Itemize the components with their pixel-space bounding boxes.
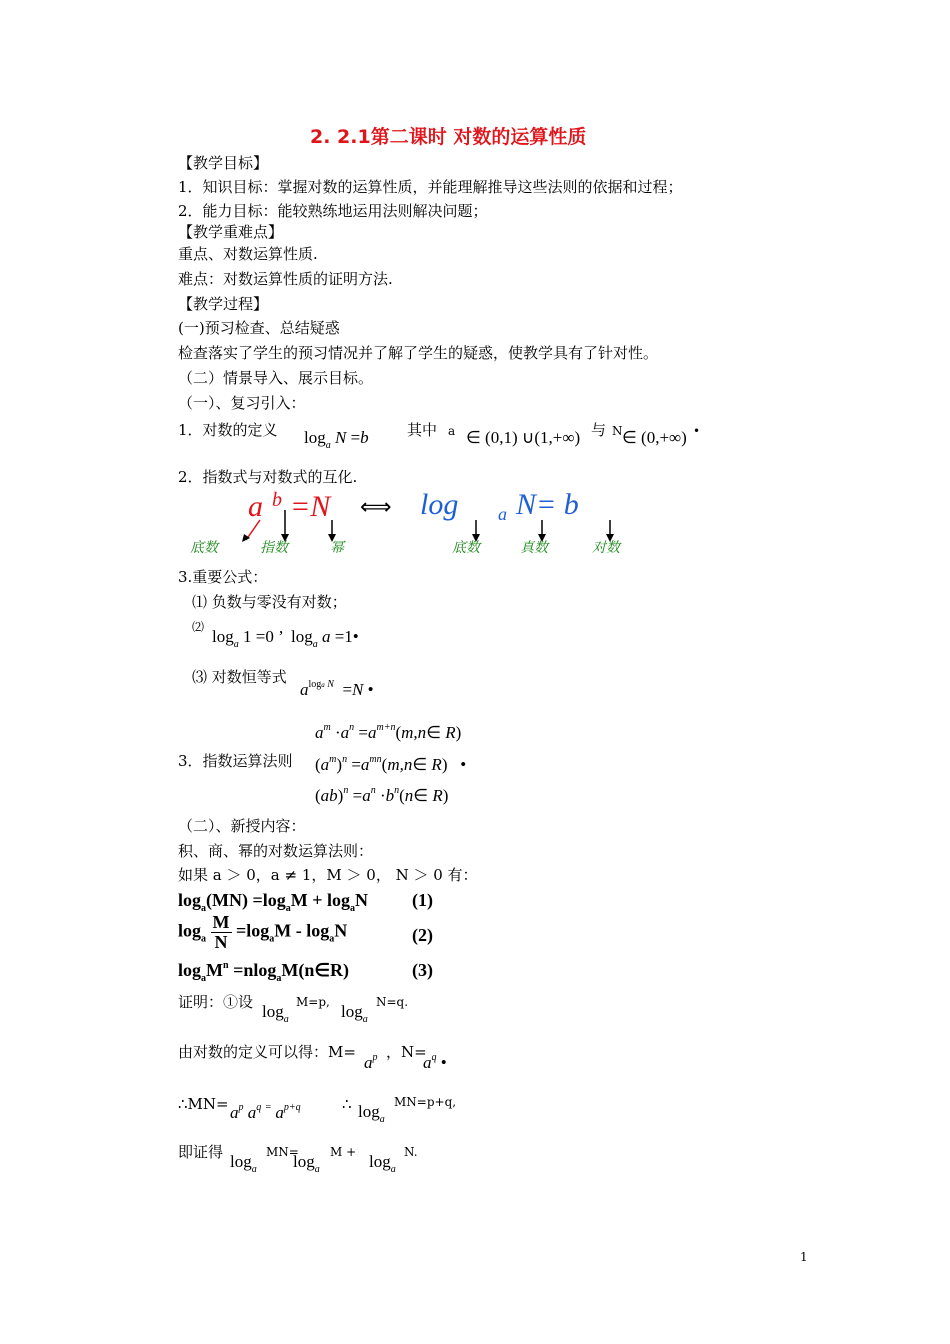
proof-mnpq: MN=p+q, xyxy=(394,1095,457,1109)
rule-3: $\log_aM^n$ =nlog$_a$M(n∈R) xyxy=(178,960,350,984)
def-dot: • xyxy=(693,424,701,438)
intro-header: （二）情景导入、展示目标。 xyxy=(178,369,374,387)
difficulty: 难点：对数运算性质的证明方法. xyxy=(178,270,393,288)
key-point: 重点、对数运算性质. xyxy=(178,245,318,263)
def-where: 其中 xyxy=(407,421,438,439)
exp-rules-label: 3．指数运算法则 xyxy=(178,752,293,770)
preview-header: (一)预习检查、总结疑惑 xyxy=(178,319,340,337)
formula-1: ⑴ 负数与零没有对数； xyxy=(192,593,347,611)
condition: 如果 a ＞ 0，a ≠ 1，M ＞ 0， N ＞ 0 有： xyxy=(178,866,478,884)
proof-ap: $a^p$ xyxy=(364,1052,378,1072)
svg-text:=N: =N xyxy=(290,490,331,523)
diagram-label-base-right: 底数 xyxy=(452,540,480,556)
def-and: 与 xyxy=(591,421,607,439)
def-range-a: ∈ (0,1) ∪(1,+∞) xyxy=(466,428,581,447)
proof-final-m: M + xyxy=(330,1145,357,1159)
svg-text:b: b xyxy=(272,489,282,511)
exp-rule-1: $a^m \cdot a^n$ $=a^{m+n}(m,n\in$ R) xyxy=(315,722,462,742)
review-header: （一）、复习引入： xyxy=(178,394,306,412)
proof-final-mn: MN= xyxy=(266,1145,299,1159)
proof-log-mn: $\log_a$ xyxy=(358,1102,385,1125)
proof-log-m: $\log_a$ xyxy=(262,1002,289,1025)
formula-3-label: ⑶ 对数恒等式 xyxy=(192,668,287,686)
def-formula: $\log_a N =b$ xyxy=(304,428,369,451)
proof-final-log3: $\log_a$ xyxy=(369,1152,396,1175)
goal-ability: 2．能力目标：能较熟练地运用法则解决问题； xyxy=(178,202,488,220)
proof-comma: ，N= xyxy=(386,1043,427,1061)
proof-product: $a^p$ $a^q$ = $a^{p+q}$ xyxy=(230,1102,301,1122)
therefore-2: ∴ xyxy=(342,1095,352,1113)
proof-nq: N=q. xyxy=(376,995,409,1009)
formulas-label: 3.重要公式： xyxy=(178,568,268,586)
diagram-label-power: 幂 xyxy=(330,540,344,556)
rule-1-number: (1) xyxy=(412,890,433,910)
page-title: 2. 2.1第二课时 对数的运算性质 xyxy=(310,126,587,148)
diagram-arrow: ⟺ xyxy=(360,495,392,520)
def-N: N xyxy=(612,424,623,438)
proof-final-n: N. xyxy=(404,1145,418,1159)
diagram-label-true: 真数 xyxy=(520,540,548,556)
svg-text:N= b: N= b xyxy=(516,488,579,521)
def-range-N: ∈ (0,+∞) xyxy=(622,428,687,447)
proof-final-log2: $\log_a$ xyxy=(293,1152,320,1175)
rule-2-number: (2) xyxy=(412,925,433,945)
rule-2: $\log_a$ $\frac{M}{N}$ $=\log_aM - \log_aN$ xyxy=(178,912,348,952)
diagram-label-log: 对数 xyxy=(592,540,620,556)
formula-3: $a^{loga N} =N$ • xyxy=(300,679,374,699)
proof-mp: M=p, xyxy=(296,995,330,1009)
formula-2-label: ⑵ xyxy=(192,620,205,634)
exchange-diagram xyxy=(180,488,660,560)
exp-rule-2: $(a^m)^n$ $=a^{mn}(m,n\in$ R) • xyxy=(315,754,467,774)
rule-1: $\log_a(MN) =\log_aM + \log_aN$ xyxy=(178,890,368,914)
diagram-label-exponent: 指数 xyxy=(260,540,288,556)
therefore-mn: ∴MN= xyxy=(178,1095,229,1113)
goal-knowledge: 1．知识目标：掌握对数的运算性质，并能理解推导这些法则的依据和过程； xyxy=(178,178,683,196)
proof-def: 由对数的定义可以得：M= xyxy=(178,1043,356,1061)
preview-text: 检查落实了学生的预习情况并了解了学生的疑惑，使教学具有了针对性。 xyxy=(178,344,659,362)
diagram-right-formula: log xyxy=(420,488,459,521)
new-header: （二）、新授内容： xyxy=(178,817,306,835)
goals-header: 【教学目标】 xyxy=(178,154,269,172)
def-label: 1．对数的定义 xyxy=(178,421,278,439)
diagram-label-base-left: 底数 xyxy=(190,540,218,556)
proof-final-log1: $\log_a$ xyxy=(230,1152,257,1175)
page-number: 1 xyxy=(800,1250,808,1264)
rule-3-number: (3) xyxy=(412,960,433,980)
proof-log-n: $\log_a$ xyxy=(341,1002,368,1025)
rules-intro: 积、商、幂的对数运算法则： xyxy=(178,842,374,860)
exp-rule-3: $(ab)^n =a^n$ $\cdot b^n(n\in$ R) xyxy=(315,785,449,805)
def-a: a xyxy=(448,424,456,438)
exchange-label: 2．指数式与对数式的互化. xyxy=(178,468,358,486)
diagram-left-formula: a xyxy=(248,490,263,523)
proof-start: 证明：①设 xyxy=(178,993,254,1011)
formula-2: $\log_a 1 =0$ ’ $\log_a a$ =1• xyxy=(212,627,359,650)
proof-aq: $a^q$ • xyxy=(423,1052,447,1072)
svg-text:a: a xyxy=(498,504,507,524)
process-header: 【教学过程】 xyxy=(178,295,269,313)
key-header: 【教学重难点】 xyxy=(178,223,284,241)
proof-final: 即证得 xyxy=(178,1143,224,1161)
